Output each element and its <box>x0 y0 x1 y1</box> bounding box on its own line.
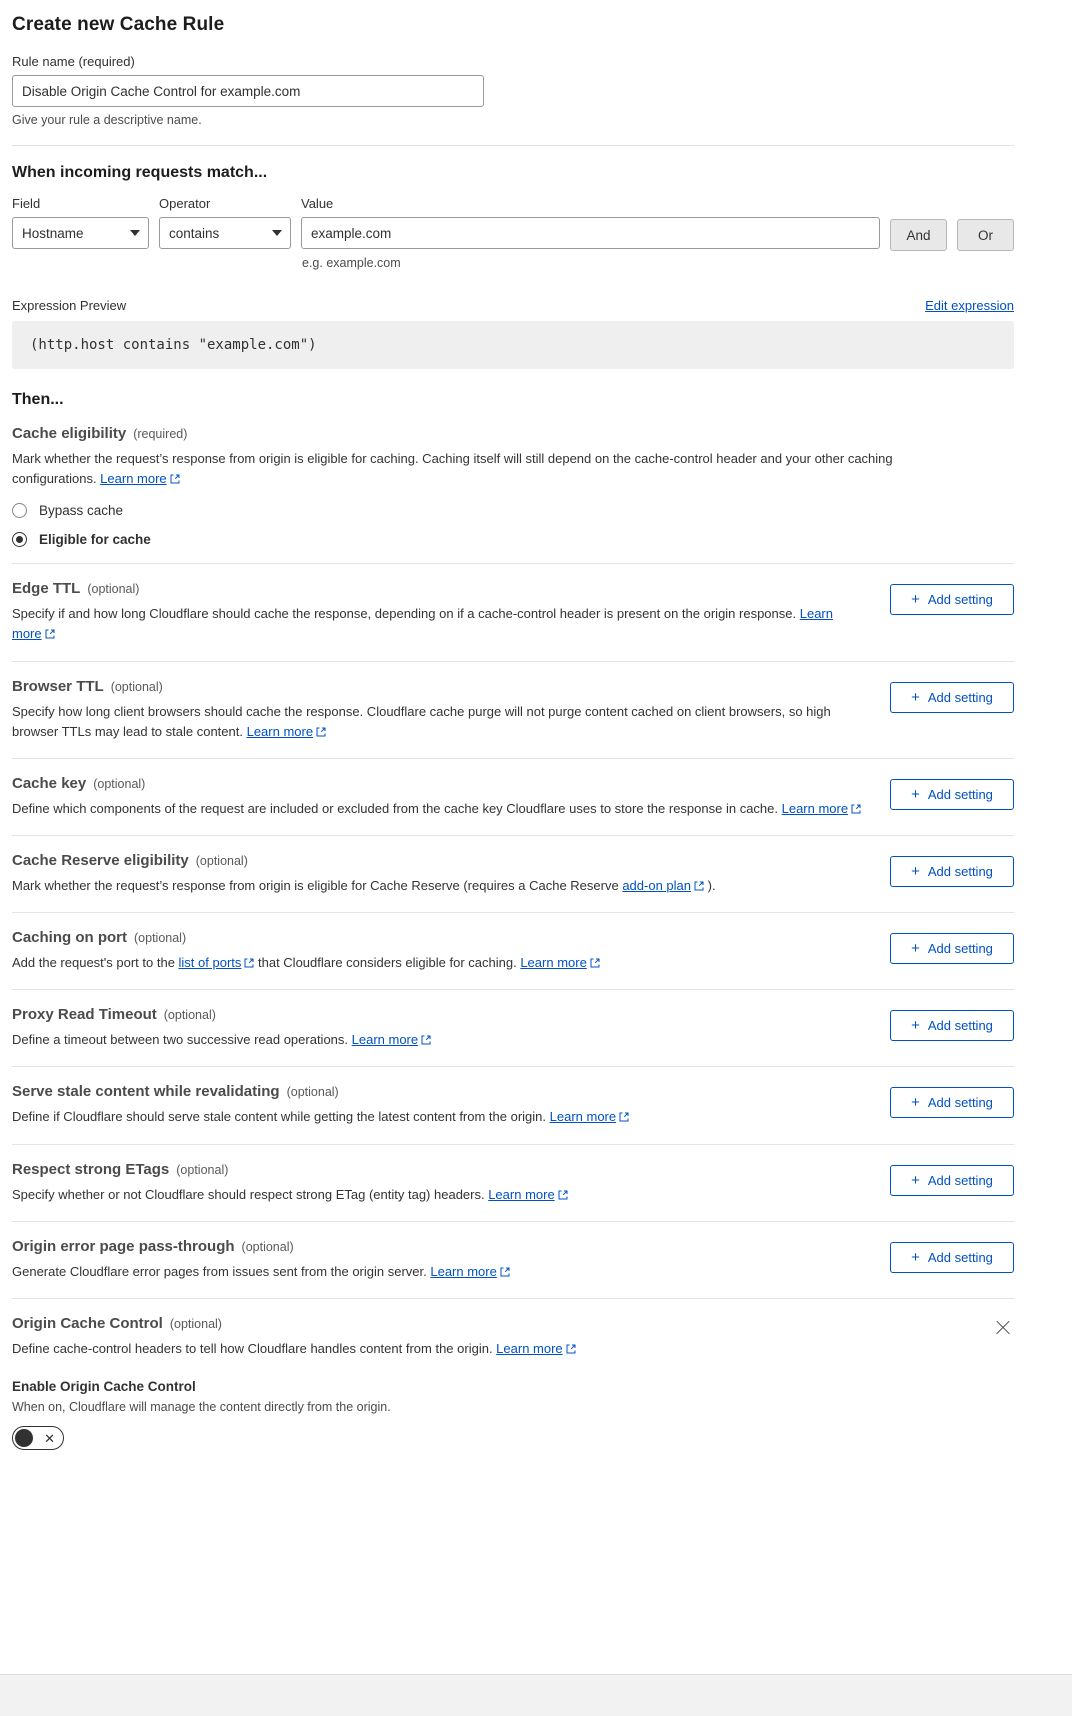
plus-icon: + <box>911 940 920 958</box>
enable-origin-cache-control-toggle[interactable] <box>12 1426 64 1450</box>
operator-column <box>159 196 291 249</box>
toggle-off-icon: ✕ <box>44 1430 55 1446</box>
add-setting-button[interactable] <box>890 584 1014 615</box>
setting-respect-strong-etags <box>12 1161 1014 1221</box>
divider <box>12 661 1014 662</box>
setting-description-text: Define cache-control headers to tell how Cloudflare handles content from the origin. <box>12 1340 497 1356</box>
setting-description-text: Define which components of the request are included or excluded from the cache key Cloudflare uses to store the response in cache. <box>12 800 782 816</box>
external-link-icon <box>316 727 326 737</box>
add-setting-button[interactable] <box>890 856 1014 887</box>
list-of-ports-link[interactable]: list of ports <box>178 955 242 971</box>
setting-description <box>12 876 866 896</box>
external-link-icon <box>558 1190 568 1200</box>
setting-title: Browser TTL <box>12 677 104 695</box>
cache-eligibility-block <box>12 425 1014 563</box>
radio-bypass-cache-label: Bypass cache <box>39 503 124 519</box>
plus-icon: + <box>911 1017 920 1035</box>
add-setting-button[interactable] <box>890 1165 1014 1196</box>
learn-more-link[interactable]: Learn more <box>430 1263 497 1279</box>
setting-title: Serve stale content while revalidating <box>12 1083 280 1101</box>
enable-origin-cache-control-label: Enable Origin Cache Control <box>12 1378 196 1394</box>
or-button[interactable]: Or <box>957 219 1014 251</box>
add-setting-button[interactable] <box>890 1087 1014 1118</box>
external-link-icon <box>590 958 600 968</box>
learn-more-link[interactable]: Learn more <box>246 723 314 739</box>
setting-description-text: Add the request's port to the <box>12 955 179 971</box>
add-setting-label: Add setting <box>927 941 993 957</box>
value-hint: e.g. example.com <box>302 256 401 270</box>
setting-optional: (optional) <box>241 1239 294 1254</box>
cache-eligibility-title: Cache eligibility <box>12 425 127 442</box>
value-column <box>301 196 880 270</box>
cache-eligibility-description <box>12 449 942 489</box>
setting-description-suffix: ). <box>704 877 716 893</box>
external-link-icon <box>244 958 254 968</box>
rule-name-group <box>12 54 1014 127</box>
field-select[interactable] <box>12 217 149 249</box>
external-link-icon <box>566 1344 576 1354</box>
learn-more-link[interactable]: Learn more <box>781 800 849 816</box>
add-setting-button[interactable] <box>890 933 1014 964</box>
add-setting-button[interactable] <box>890 1242 1014 1273</box>
external-link-icon <box>694 881 704 891</box>
setting-title: Respect strong ETags <box>12 1160 170 1178</box>
setting-description <box>12 604 866 644</box>
page-title: Create new Cache Rule <box>12 14 225 35</box>
setting-cache-reserve-eligibility <box>12 852 1014 912</box>
setting-title: Origin Cache Control <box>12 1314 163 1332</box>
setting-description-text: Specify how long client browsers should cache the response. Cloudflare cache purge will not purge content cached on client browsers, so high browser TTLs may lead to stale content. <box>12 703 831 739</box>
setting-description <box>12 1262 866 1282</box>
setting-title: Edge TTL <box>12 580 81 598</box>
setting-optional: (optional) <box>93 776 146 791</box>
divider <box>12 1298 1014 1299</box>
external-link-icon <box>851 804 861 814</box>
learn-more-link[interactable]: Learn more <box>12 606 833 642</box>
setting-title: Origin error page pass-through <box>12 1237 235 1255</box>
setting-optional: (optional) <box>195 853 248 868</box>
radio-eligible-for-cache-icon[interactable] <box>12 532 27 547</box>
toggle-knob <box>15 1429 33 1447</box>
setting-cache-key <box>12 775 1014 835</box>
expression-label: Expression Preview <box>12 298 127 313</box>
external-link-icon <box>500 1267 510 1277</box>
setting-description <box>12 1185 866 1205</box>
logic-buttons <box>890 196 1014 251</box>
field-column <box>12 196 149 249</box>
close-icon[interactable] <box>992 1317 1014 1339</box>
learn-more-link[interactable]: Learn more <box>496 1340 563 1356</box>
setting-description <box>12 1107 866 1127</box>
field-label: Field <box>12 196 41 211</box>
setting-proxy-read-timeout <box>12 1006 1014 1066</box>
learn-more-link[interactable]: Learn more <box>549 1109 617 1125</box>
enable-origin-cache-control-desc: When on, Cloudflare will manage the content directly from the origin. <box>12 1399 391 1414</box>
setting-description-suffix: that Cloudflare considers eligible for caching. <box>254 955 521 971</box>
setting-title: Caching on port <box>12 929 127 947</box>
and-button[interactable]: And <box>890 219 947 251</box>
operator-label: Operator <box>159 196 211 211</box>
setting-edge-ttl <box>12 580 1014 660</box>
setting-caching-on-port <box>12 929 1014 989</box>
bottom-action-bar <box>0 1674 1072 1716</box>
radio-bypass-cache-icon[interactable] <box>12 503 27 518</box>
setting-description <box>12 953 866 973</box>
cache-rule-form <box>0 14 1072 1466</box>
setting-optional: (optional) <box>169 1316 222 1331</box>
divider <box>12 912 1014 913</box>
setting-origin-error-page-pass-through <box>12 1238 1014 1298</box>
setting-optional: (optional) <box>286 1085 339 1100</box>
divider <box>12 563 1014 564</box>
add-setting-button[interactable] <box>890 682 1014 713</box>
setting-browser-ttl <box>12 678 1014 758</box>
divider <box>12 1221 1014 1222</box>
radio-bypass-cache[interactable] <box>12 503 1014 518</box>
setting-title: Cache Reserve eligibility <box>12 851 189 869</box>
setting-description-text: Mark whether the request’s response from origin is eligible for Cache Reserve (requires a Cache Reserve <box>12 877 623 893</box>
radio-eligible-for-cache[interactable] <box>12 532 1014 547</box>
expression-header <box>12 298 1014 313</box>
setting-description-text: Define a timeout between two successive read operations. <box>12 1032 352 1048</box>
match-heading: When incoming requests match... <box>12 164 268 181</box>
add-setting-label: Add setting <box>927 786 993 802</box>
operator-select[interactable] <box>159 217 291 249</box>
value-label: Value <box>301 196 334 211</box>
rule-name-label: Rule name (required) <box>12 54 135 69</box>
divider <box>12 1066 1014 1067</box>
setting-description-text: Define if Cloudflare should serve stale content while getting the latest content from the origin. <box>12 1109 550 1125</box>
setting-description <box>12 702 866 742</box>
divider <box>12 1144 1014 1145</box>
plus-icon: + <box>911 591 920 609</box>
cache-eligibility-required: (required) <box>133 427 188 441</box>
learn-more-link[interactable]: Learn more <box>488 1186 555 1202</box>
plus-icon: + <box>911 1094 920 1112</box>
plus-icon: + <box>911 688 920 706</box>
setting-description <box>12 1339 942 1359</box>
setting-title: Cache key <box>12 774 87 792</box>
external-link-icon <box>421 1035 431 1045</box>
external-link-icon <box>170 474 180 484</box>
external-link-icon <box>619 1112 629 1122</box>
setting-description-text: Specify whether or not Cloudflare should respect strong ETag (entity tag) headers. <box>12 1186 489 1202</box>
plus-icon: + <box>911 862 920 880</box>
add-setting-label: Add setting <box>927 863 993 879</box>
plus-icon: + <box>911 1248 920 1266</box>
setting-serve-stale-content <box>12 1083 1014 1143</box>
rule-name-helper: Give your rule a descriptive name. <box>12 113 202 127</box>
setting-optional: (optional) <box>87 582 140 597</box>
setting-description-text: Generate Cloudflare error pages from issues sent from the origin server. <box>12 1263 431 1279</box>
match-row <box>12 196 1014 270</box>
setting-origin-cache-control <box>12 1315 1014 1466</box>
add-setting-label: Add setting <box>927 1172 993 1188</box>
learn-more-link[interactable]: Learn more <box>520 955 587 971</box>
add-setting-button[interactable] <box>890 779 1014 810</box>
setting-optional: (optional) <box>176 1162 229 1177</box>
add-setting-button[interactable] <box>890 1010 1014 1041</box>
external-link-icon <box>45 629 55 639</box>
add-on-plan-link[interactable]: add-on plan <box>622 877 691 893</box>
edit-expression-link[interactable]: Edit expression <box>925 298 1014 313</box>
learn-more-link[interactable]: Learn more <box>351 1032 419 1048</box>
radio-eligible-for-cache-label: Eligible for cache <box>39 532 151 548</box>
learn-more-link[interactable]: Learn more <box>100 471 167 487</box>
divider <box>12 758 1014 759</box>
setting-optional: (optional) <box>163 1008 216 1023</box>
then-heading: Then... <box>12 391 64 408</box>
add-setting-label: Add setting <box>927 1095 993 1111</box>
cache-eligibility-description-text: Mark whether the request’s response from origin is eligible for caching. Caching itself will still depend on the cache-control header and your other caching configurations. <box>12 451 893 487</box>
expression-preview: (http.host contains "example.com") <box>12 321 1014 369</box>
divider <box>12 835 1014 836</box>
divider <box>12 145 1014 146</box>
setting-description <box>12 1030 866 1050</box>
setting-description <box>12 799 866 819</box>
plus-icon: + <box>911 1171 920 1189</box>
plus-icon: + <box>911 785 920 803</box>
setting-optional: (optional) <box>110 679 163 694</box>
add-setting-label: Add setting <box>927 1018 993 1034</box>
rule-name-input[interactable] <box>12 75 484 107</box>
add-setting-label: Add setting <box>927 689 993 705</box>
setting-optional: (optional) <box>134 931 187 946</box>
add-setting-label: Add setting <box>927 1249 993 1265</box>
add-setting-label: Add setting <box>927 592 993 608</box>
setting-description-text: Specify if and how long Cloudflare should cache the response, depending on if a cache-control header is present on the origin response. <box>12 606 800 622</box>
setting-title: Proxy Read Timeout <box>12 1006 157 1024</box>
divider <box>12 989 1014 990</box>
value-input[interactable] <box>301 217 880 249</box>
